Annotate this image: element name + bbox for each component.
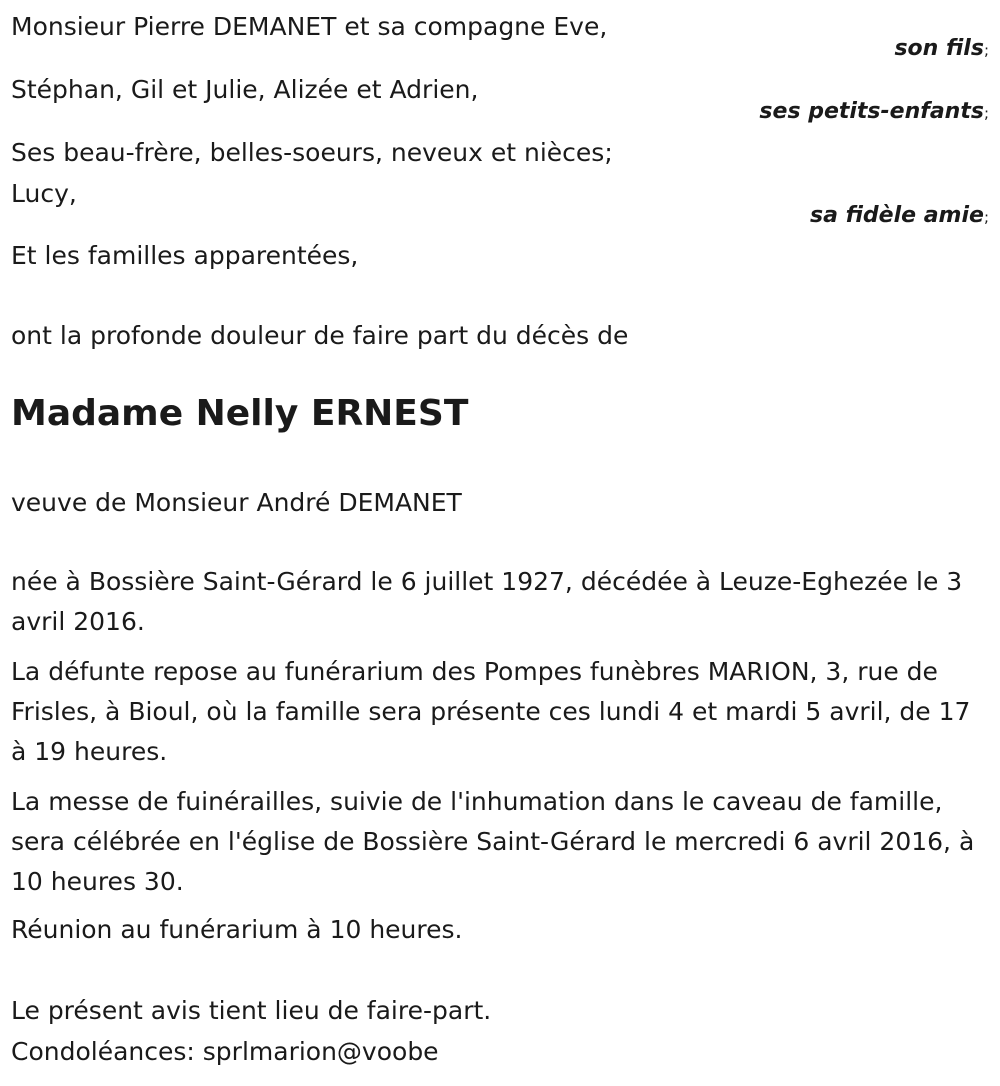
birth-death-paragraph: née à Bossière Saint-Gérard le 6 juillet 1927, décédée à Leuze-Eghezée le 3 avril 2016. (11, 567, 963, 636)
role-grandchildren (759, 101, 989, 123)
announcement-text: ont la profonde douleur de faire part du décès de (11, 321, 629, 350)
notice-text: Le présent avis tient lieu de faire-part. (11, 996, 492, 1025)
role-semicolon: ; (983, 208, 989, 226)
role-grandchildren-label: ses petits-enfants (759, 99, 984, 124)
family-line-grandchildren: Stéphan, Gil et Julie, Alizée et Adrien, (11, 75, 479, 104)
role-friend-label: sa fidèle amie (810, 203, 984, 228)
role-semicolon: ; (983, 41, 989, 59)
role-son (894, 38, 989, 60)
deceased-name: Madame Nelly ERNEST (11, 393, 469, 434)
family-line-friend: Lucy, (11, 179, 77, 208)
family-line-families: Et les familles apparentées, (11, 241, 359, 270)
role-friend (810, 205, 989, 227)
repose-paragraph: La défunte repose au funérarium des Pompes funèbres MARION, 3, rue de Frisles, à Bioul, où la famille sera présente ces lundi 4 et mardi 5 avril, de 17 à 19 heures. (11, 657, 971, 766)
meeting-paragraph: Réunion au funérarium à 10 heures. (11, 915, 463, 944)
role-son-label: son fils (894, 36, 984, 61)
role-semicolon: ; (983, 104, 989, 122)
condolences-text: Condoléances: sprlmarion@voobe (11, 1037, 439, 1066)
widow-of-text: veuve de Monsieur André DEMANET (11, 488, 462, 517)
family-line-relatives: Ses beau-frère, belles-soeurs, neveux et nièces; (11, 138, 613, 167)
family-line-son: Monsieur Pierre DEMANET et sa compagne Eve, (11, 12, 608, 41)
funeral-paragraph: La messe de fuinérailles, suivie de l'inhumation dans le caveau de famille, sera célébrée en l'église de Bossière Saint-Gérard le mercredi 6 avril 2016, à 10 heures 30. (11, 787, 975, 896)
